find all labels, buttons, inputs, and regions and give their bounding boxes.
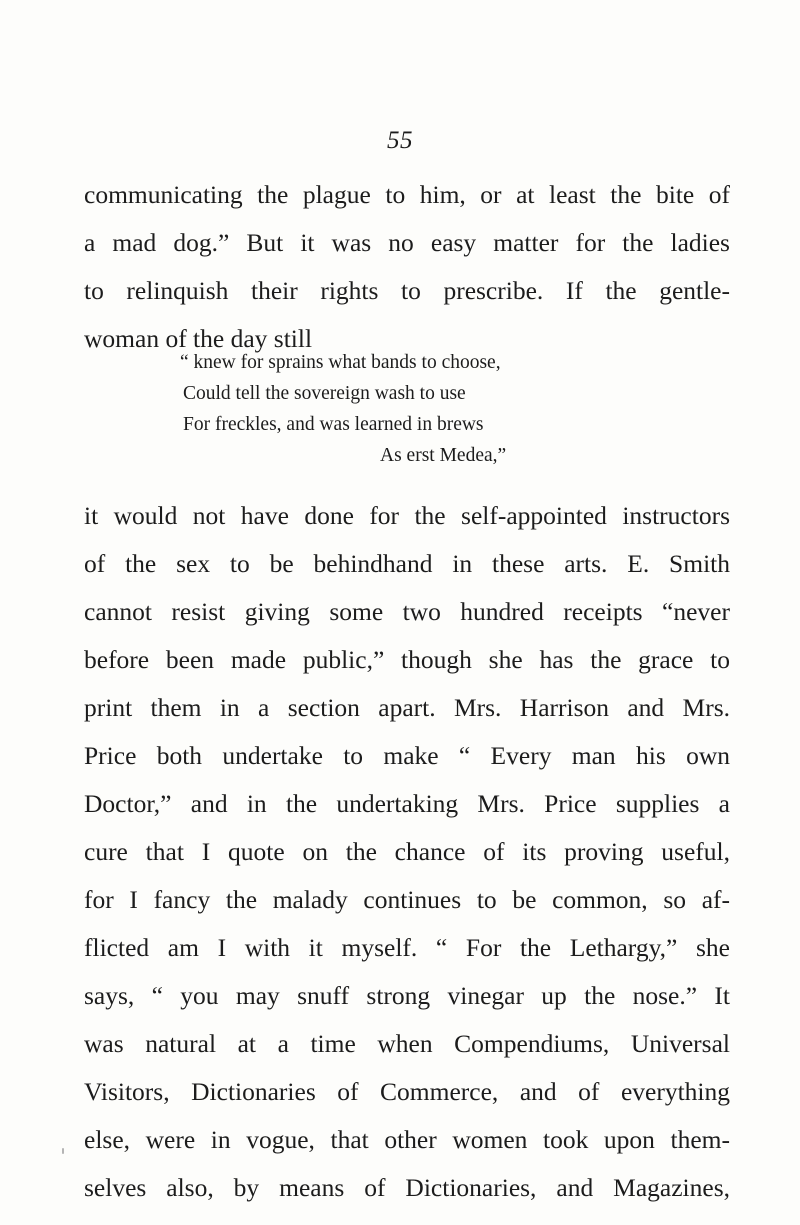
text-line: cure that I quote on the chance of its proving useful, [84,837,730,866]
verse-line: “ knew for sprains what bands to choose, [180,352,501,373]
text-line: it would not have done for the self-appointed instructors [84,501,730,530]
text-line: for I fancy the malady continues to be common, so af- [84,885,730,914]
text-line: communicating the plague to him, or at least the bite of [84,180,730,209]
text-line: before been made public,” though she has the grace to [84,645,730,674]
page-number: 55 [387,127,413,154]
verse-quotation [180,347,610,471]
text-line: print them in a section apart. Mrs. Harrison and Mrs. [84,693,730,722]
text-line: woman of the day still [84,324,313,353]
text-line: of the sex to be behindhand in these arts. E. Smith [84,549,730,578]
verse-line: Could tell the sovereign wash to use [183,383,466,404]
text-line: cannot resist giving some two hundred receipts “never [84,597,730,626]
text-line: was natural at a time when Compendiums, Universal [84,1029,730,1058]
paragraph-2 [84,492,730,1212]
paragraph-1 [84,171,730,363]
text-line: selves also, by means of Dictionaries, and Magazines, [84,1173,730,1202]
text-line: Price both undertake to make “ Every man his own [84,741,730,770]
text-line: else, were in vogue, that other women took upon them- [84,1125,730,1154]
verse-line: As erst Medea,” [380,445,507,466]
text-line: flicted am I with it myself. “ For the Lethargy,” she [84,933,730,962]
text-line: Doctor,” and in the undertaking Mrs. Price supplies a [84,789,730,818]
paper-speck [62,1148,64,1154]
text-line: a mad dog.” But it was no easy matter for the ladies [84,228,730,257]
text-line: says, “ you may snuff strong vinegar up the nose.” It [84,981,730,1010]
verse-line: For freckles, and was learned in brews [183,414,484,435]
text-line: to relinquish their rights to prescribe. If the gentle- [84,276,730,305]
text-line: Visitors, Dictionaries of Commerce, and of everything [84,1077,730,1106]
